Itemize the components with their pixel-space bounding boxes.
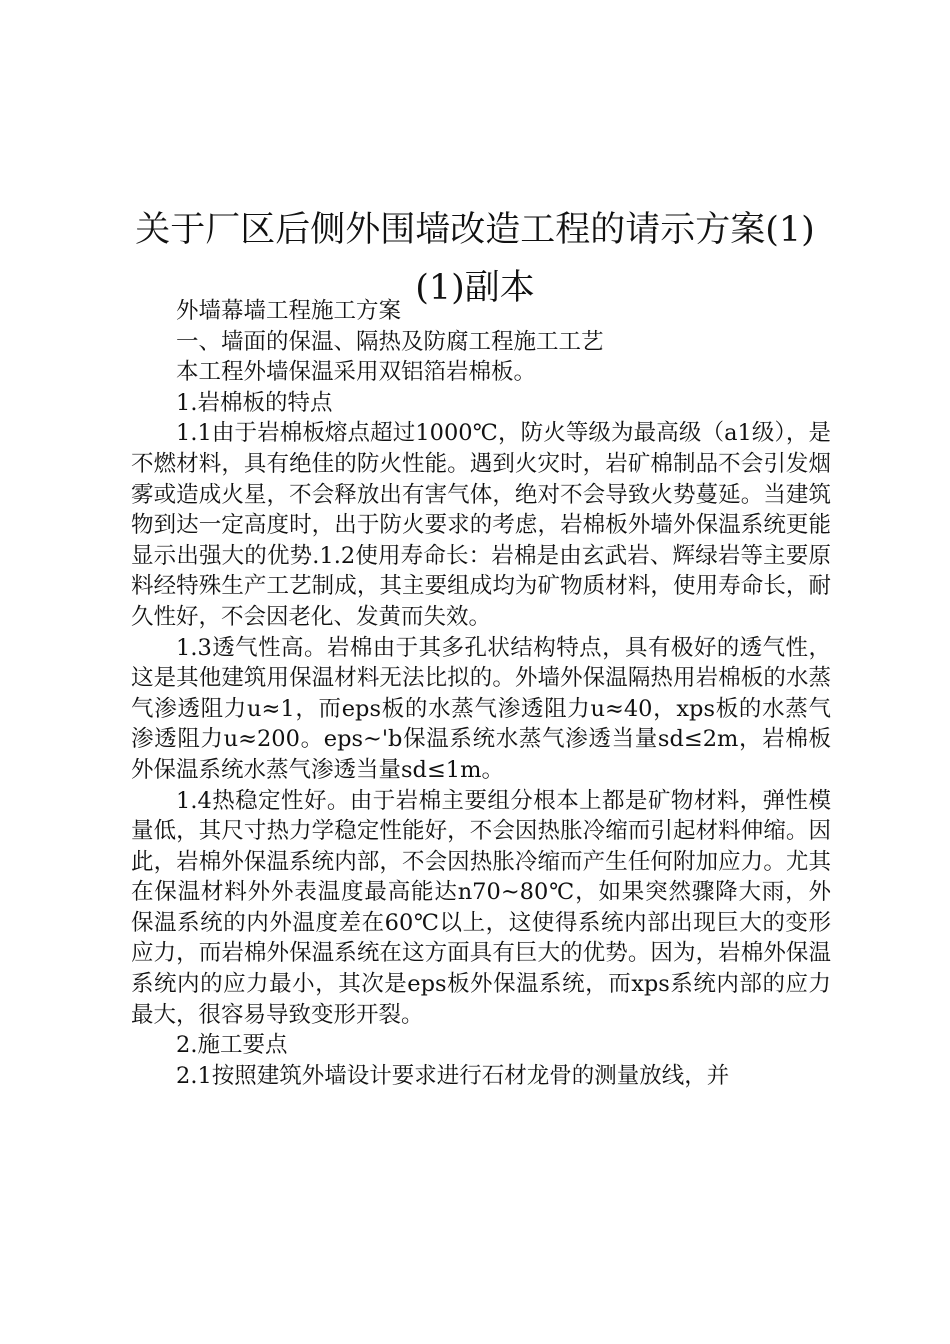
subsection-heading: 1.岩棉板的特点	[176, 389, 333, 416]
body-paragraph: 1.4热稳定性好。由于岩棉主要组分根本上都是矿物材料，弹性模量低，其尺寸热力学稳定性能好，不会因热胀冷缩而引起材料伸缩。因此，岩棉外保温系统内部，不会因热胀冷缩而产生任何附加应力。尤其在保温材料外外表温度最高能达n70~80℃，如果突然骤降大雨，外保温系统的内外温度差在60℃以上，这使得系统内部出现巨大的变形应力，而岩棉外保温系统在这方面具有巨大的优势。因为，岩棉外保温系统内的应力最小，其次是eps板外保温系统，而xps系统内部的应力最大，很容易导致变形开裂。	[131, 787, 831, 1028]
body-paragraph: 1.3透气性高。岩棉由于其多孔状结构特点，具有极好的透气性，这是其他建筑用保温材料无法比拟的。外墙外保温隔热用岩棉板的水蒸气渗透阻力u≈1，而eps板的水蒸气渗透阻力u≈40，xps板的水蒸气渗透阻力u≈200。eps~'b保温系统水蒸气渗透当量sd≤2m，岩棉板外保温系统水蒸气渗透当量sd≤1m。	[131, 634, 831, 783]
body-paragraph: 本工程外墙保温采用双铝箔岩棉板。	[176, 359, 537, 386]
body-paragraph: 2.1按照建筑外墙设计要求进行石材龙骨的测量放线，并	[176, 1062, 730, 1089]
body-paragraph: 1.1由于岩棉板熔点超过1000℃，防火等级为最高级（a1级），是不燃材料，具有绝佳的防火性能。遇到火灾时，岩矿棉制品不会引发烟雾或造成火星，不会释放出有害气体，绝对不会导致火势蔓延。当建筑物到达一定高度时，出于防火要求的考虑，岩棉板外墙外保温系统更能显示出强大的优势.1.2使用寿命长：岩棉是由玄武岩、辉绿岩等主要原料经特殊生产工艺制成，其主要组成均为矿物质材料，使用寿命长，耐久性好，不会因老化、发黄而失效。	[131, 420, 831, 630]
document-body	[131, 296, 831, 1091]
subsection-heading: 2.施工要点	[176, 1032, 288, 1059]
subsection-heading: 一、墙面的保温、隔热及防腐工程施工工艺	[176, 328, 604, 355]
section-heading: 外墙幕墙工程施工方案	[176, 298, 402, 324]
document-title: 关于厂区后侧外围墙改造工程的请示方案(1)(1)副本	[135, 210, 815, 309]
